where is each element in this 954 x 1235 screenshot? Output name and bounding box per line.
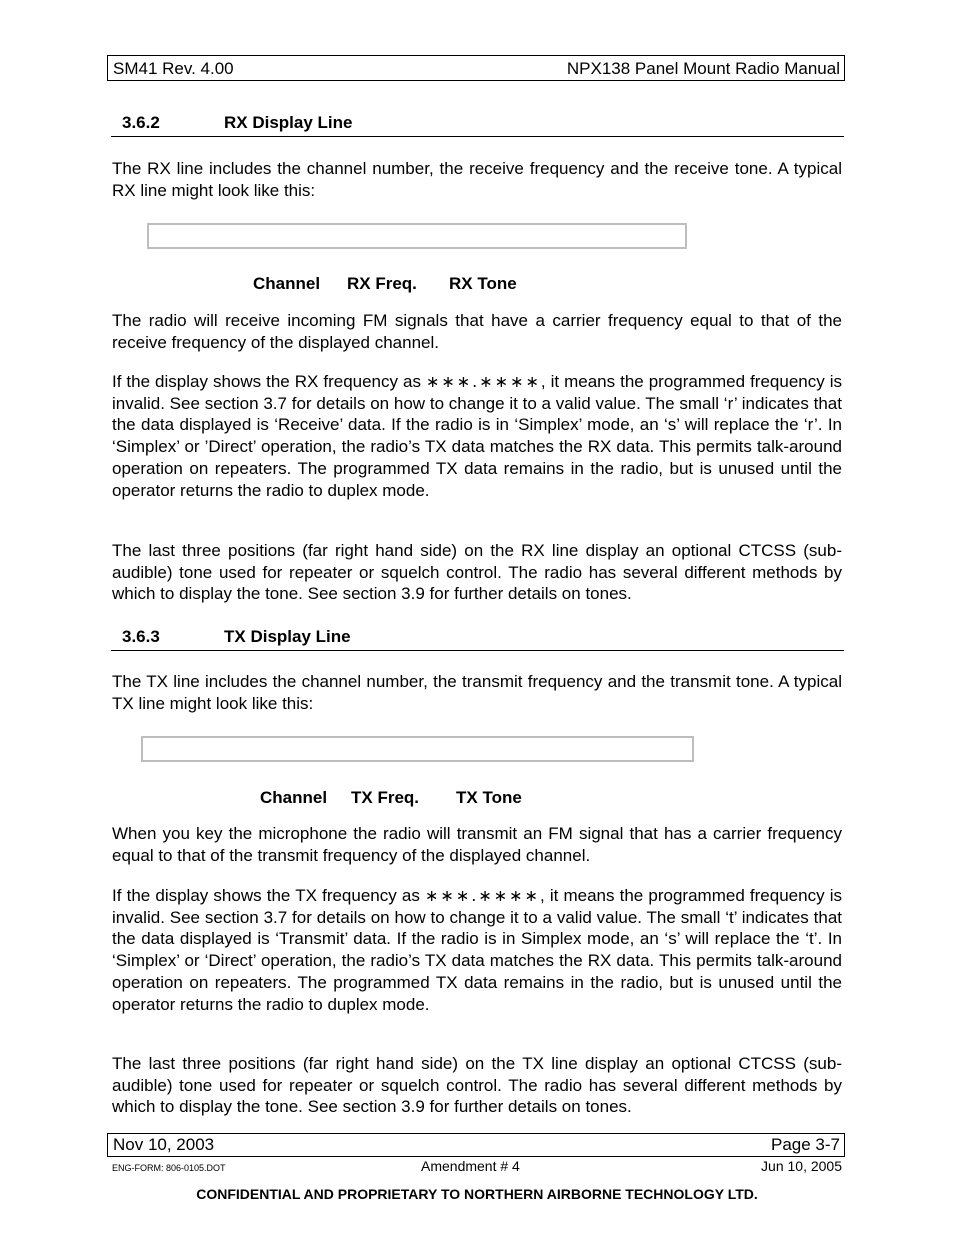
amendment-date: Jun 10, 2005	[761, 1158, 842, 1174]
rx-label-tone: RX Tone	[449, 274, 517, 293]
rx-display-line-image	[147, 223, 687, 249]
invalid-frequency-symbol: ∗∗∗.∗∗∗∗	[425, 372, 541, 391]
page-footer	[107, 1133, 845, 1157]
tx-paragraph-3: If the display shows the TX frequency as ∗∗∗.∗∗∗∗, it means the programmed frequency is invalid. See section 3.7 for details on how to change it to a valid value. The small ‘t’ indicates that the data displayed is ‘Transmit’ data. If the radio is in Simplex mode, an ‘s’ will replace the ‘t’. In ‘Simplex’ or ‘Direct’ operation, the radio’s TX data matches the RX data. This permits talk-around operation on repeaters. The programmed TX data remains in the radio, but is unused until the operator returns the radio to duplex mode.	[112, 886, 843, 1014]
tx-label-tone: TX Tone	[456, 788, 522, 807]
manual-title: NPX138 Panel Mount Radio Manual	[566, 59, 840, 78]
confidential-notice: CONFIDENTIAL AND PROPRIETARY TO NORTHERN AIRBORNE TECHNOLOGY LTD.	[196, 1186, 758, 1202]
page-header	[107, 55, 845, 81]
invalid-frequency-symbol: ∗∗∗.∗∗∗∗	[425, 886, 540, 905]
section-heading-rx	[111, 112, 844, 137]
rx-paragraph-1: The RX line includes the channel number, the receive frequency and the receive tone. A typical RX line might look like this:	[112, 159, 842, 200]
form-id: ENG-FORM: 806-0105.DOT	[112, 1163, 226, 1173]
doc-id: SM41 Rev. 4.00	[113, 59, 234, 78]
section-number: 3.6.2	[122, 113, 160, 132]
tx-paragraph-1: The TX line includes the channel number, the transmit frequency and the transmit tone. A typical TX line might look like this:	[112, 672, 842, 713]
rx-label-freq: RX Freq.	[347, 274, 417, 293]
tx-label-channel: Channel	[260, 788, 328, 807]
section-heading-tx	[111, 626, 844, 651]
amendment-number: Amendment # 4	[421, 1158, 520, 1174]
footer-date: Nov 10, 2003	[113, 1135, 215, 1154]
tx-label-freq: TX Freq.	[351, 788, 420, 807]
rx-paragraph-2: The radio will receive incoming FM signals that have a carrier frequency equal to that of the receive frequency of the displayed channel.	[112, 311, 842, 352]
tx-display-line-image	[141, 736, 694, 762]
section-number: 3.6.3	[122, 627, 160, 646]
section-title: TX Display Line	[224, 627, 351, 646]
tx-paragraph-2: When you key the microphone the radio will transmit an FM signal that has a carrier frequency equal to that of the transmit frequency of the displayed channel.	[112, 824, 842, 865]
section-title: RX Display Line	[224, 113, 353, 132]
page-number: Page 3-7	[771, 1135, 840, 1154]
rx-paragraph-3: If the display shows the RX frequency as ∗∗∗.∗∗∗∗, it means the programmed frequency is invalid. See section 3.7 for details on how to change it to a valid value. The small ‘r’ indicates that the data displayed is ‘Receive’ data. If the radio is in ‘Simplex’ mode, an ‘s’ will replace the ‘r’. In ‘Simplex’ or ’Direct’ operation, the radio’s TX data matches the RX data. This permits talk-around operation on repeaters. The programmed TX data remains in the radio, but is unused until the operator returns the radio to duplex mode.	[112, 372, 842, 500]
rx-paragraph-4: The last three positions (far right hand side) on the RX line display an optional CTCSS (sub-audible) tone used for repeater or squelch control. The radio has several different methods by which to display the tone. See section 3.9 for further details on tones.	[112, 541, 842, 604]
tx-paragraph-4: The last three positions (far right hand side) on the TX line display an optional CTCSS (sub-audible) tone used for repeater or squelch control. The radio has several different methods by which to display the tone. See section 3.9 for further details on tones.	[112, 1054, 842, 1117]
rx-label-channel: Channel	[253, 274, 321, 293]
